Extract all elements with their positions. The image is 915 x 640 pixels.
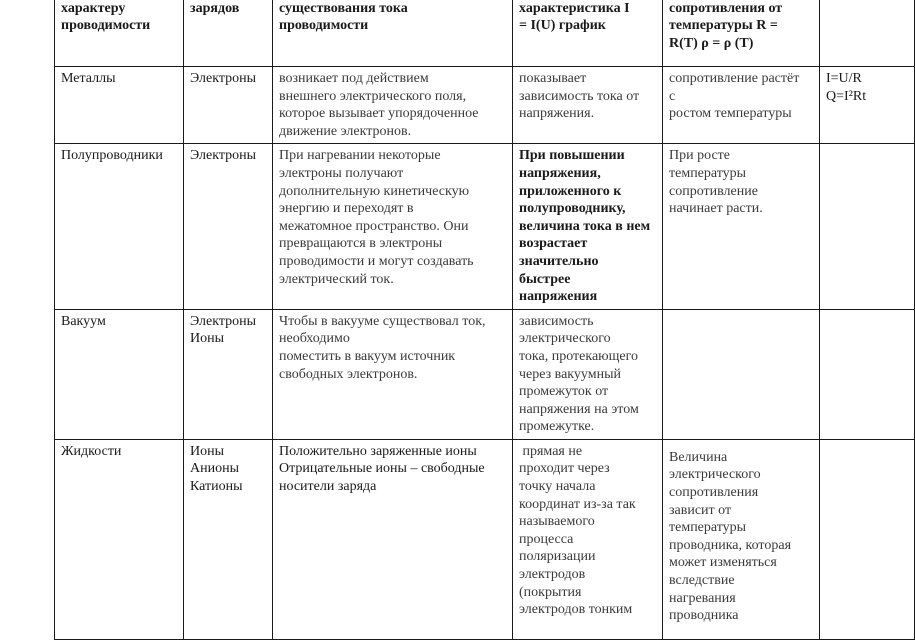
cell-conditions: возникает под действием внешнего электрического поля, которое вызывает упорядоченное движение электронов. xyxy=(273,67,513,144)
cell-resistance: сопротивление растёт с ростом температуры xyxy=(663,67,820,144)
table-row xyxy=(55,144,915,309)
cell-conditions: Чтобы в вакууме существовал ток, необходимо поместить в вакуум источник свободных электронов. xyxy=(273,309,513,439)
cell-resistance xyxy=(663,309,820,439)
conductivity-table xyxy=(54,0,915,640)
cell-resistance: Величина электрического сопротивления зависит от температуры проводника, которая может изменяться вследствие нагревания проводника xyxy=(663,439,820,639)
cell-formulas xyxy=(820,439,915,639)
cell-substance: Полупроводники xyxy=(55,144,184,309)
cell-substance: Жидкости xyxy=(55,439,184,639)
cell-iv: При повышении напряжения, приложенного к полупроводнику, величина тока в нем возрастает значительно быстрее напряжения xyxy=(513,144,663,309)
table-row xyxy=(55,67,915,144)
cell-formulas: I=U/R Q=I²Rt xyxy=(820,67,915,144)
header-resistance: сопротивления от температуры R = R(T) ρ = ρ (T) xyxy=(663,0,820,67)
cell-substance: Вакуум xyxy=(55,309,184,439)
cell-resistance: При росте температуры сопротивление начинает расти. xyxy=(663,144,820,309)
cell-carriers: Электроны xyxy=(184,144,273,309)
header-substance: характеру проводимости xyxy=(55,0,184,67)
table-row xyxy=(55,439,915,639)
cell-conditions: При нагревании некоторые электроны получают дополнительную кинетическую энергию и переходят в межатомное пространство. Они превращаются в электроны проводимости и могут создавать электрический ток. xyxy=(273,144,513,309)
cell-iv: зависимость электрического тока, протекающего через вакуумный промежуток от напряжения на этом промежутке. xyxy=(513,309,663,439)
header-row xyxy=(55,0,915,67)
header-formulas xyxy=(820,0,915,67)
cell-conditions: Положительно заряженные ионы Отрицательные ионы – свободные носители заряда xyxy=(273,439,513,639)
header-conditions: существования тока проводимости xyxy=(273,0,513,67)
cell-iv: показывает зависимость тока от напряжения. xyxy=(513,67,663,144)
header-iv-characteristic: характеристика I = I(U) график xyxy=(513,0,663,67)
cell-iv: прямая не проходит через точку начала координат из-за так называемого процесса поляризации электродов (покрытия электродов тонким xyxy=(513,439,663,639)
cell-formulas xyxy=(820,144,915,309)
cell-substance: Металлы xyxy=(55,67,184,144)
header-carriers: зарядов xyxy=(184,0,273,67)
cell-carriers: Электроны Ионы xyxy=(184,309,273,439)
table-row xyxy=(55,309,915,439)
cell-carriers: Электроны xyxy=(184,67,273,144)
cell-formulas xyxy=(820,309,915,439)
cell-carriers: Ионы Анионы Катионы xyxy=(184,439,273,639)
